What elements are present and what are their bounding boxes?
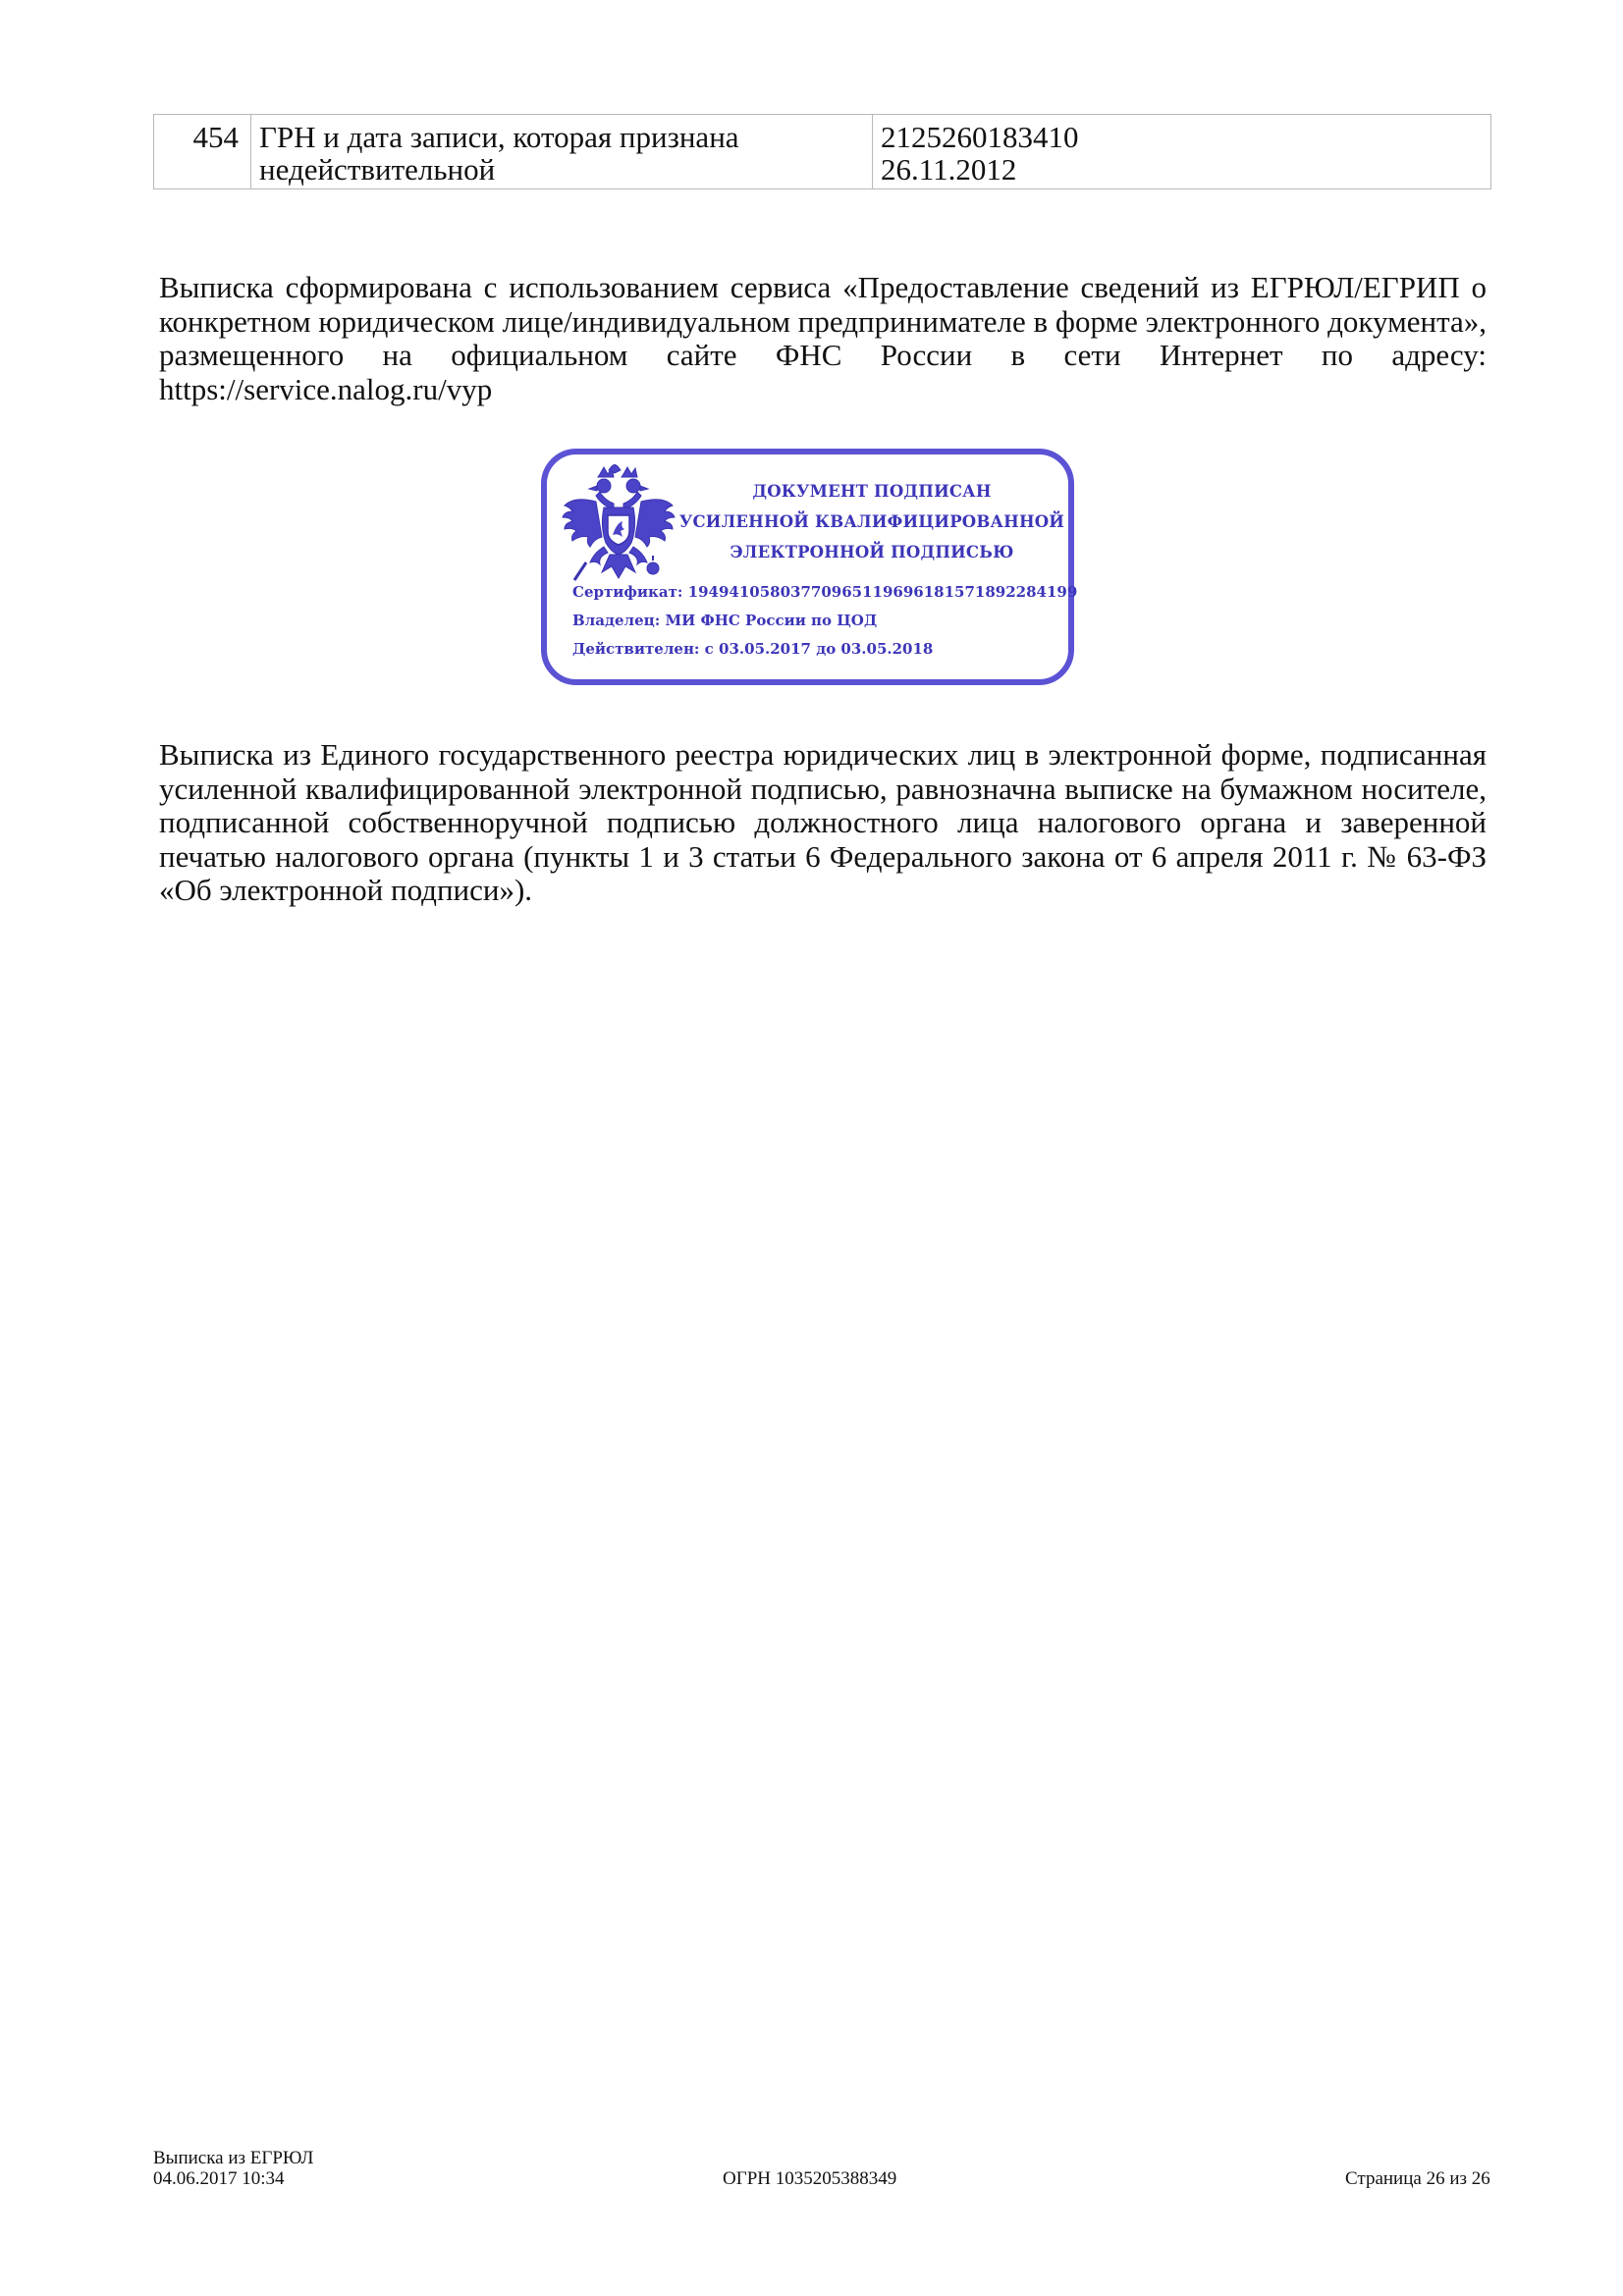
electronic-signature-stamp: [541, 449, 1078, 685]
stamp-validity: Действителен: с 03.05.2017 до 03.05.2018: [572, 640, 934, 658]
footer-page-number: Страница 26 из 26: [1345, 2168, 1490, 2189]
stamp-title-line3: ЭЛЕКТРОННОЙ ПОДПИСЬЮ: [730, 543, 1014, 561]
stamp-title-line1: ДОКУМЕНТ ПОДПИСАН: [752, 482, 992, 501]
stamp-details: [572, 578, 1078, 664]
row-field-name-line1: ГРН и дата записи, которая признана: [259, 120, 739, 154]
service-note-paragraph: Выписка сформирована с использованием сервиса «Предоставление сведений из ЕГРЮЛ/ЕГРИП о конкретном юридическом лице/индивидуальном предпринимателе в форме электронного документа», размещенного на официальном сайте ФНС России в сети Интернет по адресу: https://service.nalog.ru/vyp: [159, 270, 1487, 406]
footer-datetime: 04.06.2017 10:34: [153, 2168, 285, 2189]
footer-document-info: [153, 2148, 313, 2189]
row-field-name: [251, 115, 873, 189]
row-field-name-line2: недействительной: [259, 152, 496, 187]
stamp-owner: Владелец: МИ ФНС России по ЦОД: [572, 612, 878, 629]
footer-doc-name: Выписка из ЕГРЮЛ: [153, 2148, 314, 2168]
stamp-title-line2: УСИЛЕННОЙ КВАЛИФИЦИРОВАННОЙ: [678, 512, 1065, 531]
footer-ogrn: ОГРН 1035205388349: [723, 2168, 897, 2189]
row-number: 454: [154, 115, 251, 189]
stamp-certificate: Сертификат: 19494105803770965119696181571892284199: [572, 583, 1078, 601]
stamp-title: [678, 476, 1065, 567]
record-table: [153, 114, 1491, 189]
double-headed-eagle-icon: [561, 464, 676, 588]
legal-note-paragraph: Выписка из Единого государственного реестра юридических лиц в электронной форме, подписанная усиленной квалифицированной электронной подписью, равнозначна выписке на бумажном носителе, подписанной собственноручной подписью должностного лица налогового органа и заверенной печатью налогового органа (пункты 1 и 3 статьи 6 Федерального закона от 6 апреля 2011 г. № 63-ФЗ «Об электронной подписи»).: [159, 737, 1487, 907]
table-row: [154, 115, 1491, 189]
row-value-date: 26.11.2012: [881, 152, 1017, 187]
row-field-value: [873, 115, 1491, 189]
row-value-grn: 2125260183410: [881, 120, 1079, 154]
